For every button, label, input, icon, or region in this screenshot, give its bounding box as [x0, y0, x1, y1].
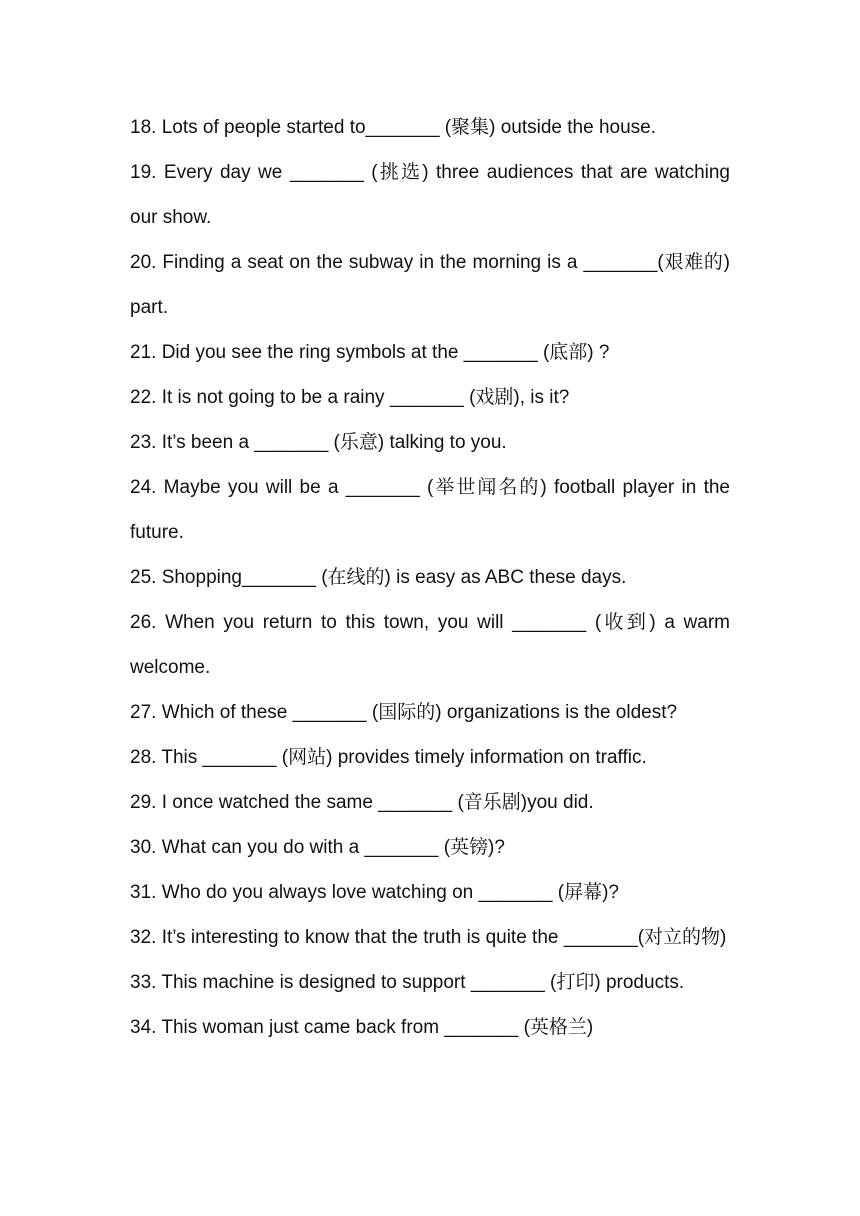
- exercise-item-31: 31. Who do you always love watching on _______ (屏幕)?: [130, 882, 619, 903]
- exercise-item-18: 18. Lots of people started to_______ (聚集) outside the house.: [130, 117, 657, 138]
- exercise-item-25: 25. Shopping_______ (在线的) is easy as ABC these days.: [130, 567, 627, 588]
- exercise-item-23: 23. It’s been a _______ (乐意) talking to you.: [130, 432, 507, 453]
- exercise-item-22: 22. It is not going to be a rainy _______ (戏剧), is it?: [130, 387, 570, 408]
- exercise-item-27: 27. Which of these _______ (国际的) organizations is the oldest?: [130, 702, 678, 723]
- exercise-item-34: 34. This woman just came back from _______ (英格兰): [130, 1017, 594, 1038]
- exercise-item-24: 24. Maybe you will be a _______ (举世闻名的) football player in the future.: [130, 477, 730, 543]
- exercise-item-19: 19. Every day we _______ (挑选) three audiences that are watching our show.: [130, 162, 730, 228]
- exercise-item-30: 30. What can you do with a _______ (英镑)?: [130, 837, 505, 858]
- exercise-item-33: 33. This machine is designed to support _______ (打印) products.: [130, 972, 685, 993]
- exercise-item-32: 32. It’s interesting to know that the truth is quite the _______(对立的物): [130, 927, 727, 948]
- exercise-item-29: 29. I once watched the same _______ (音乐剧)you did.: [130, 792, 594, 813]
- exercise-item-28: 28. This _______ (网站) provides timely information on traffic.: [130, 747, 647, 768]
- exercise-item-20: 20. Finding a seat on the subway in the morning is a _______(艰难的) part.: [130, 252, 730, 318]
- exercise-list: [130, 105, 730, 1050]
- exercise-item-26: 26. When you return to this town, you will _______ (收到) a warm welcome.: [130, 612, 730, 678]
- exercise-item-21: 21. Did you see the ring symbols at the _______ (底部) ?: [130, 342, 610, 363]
